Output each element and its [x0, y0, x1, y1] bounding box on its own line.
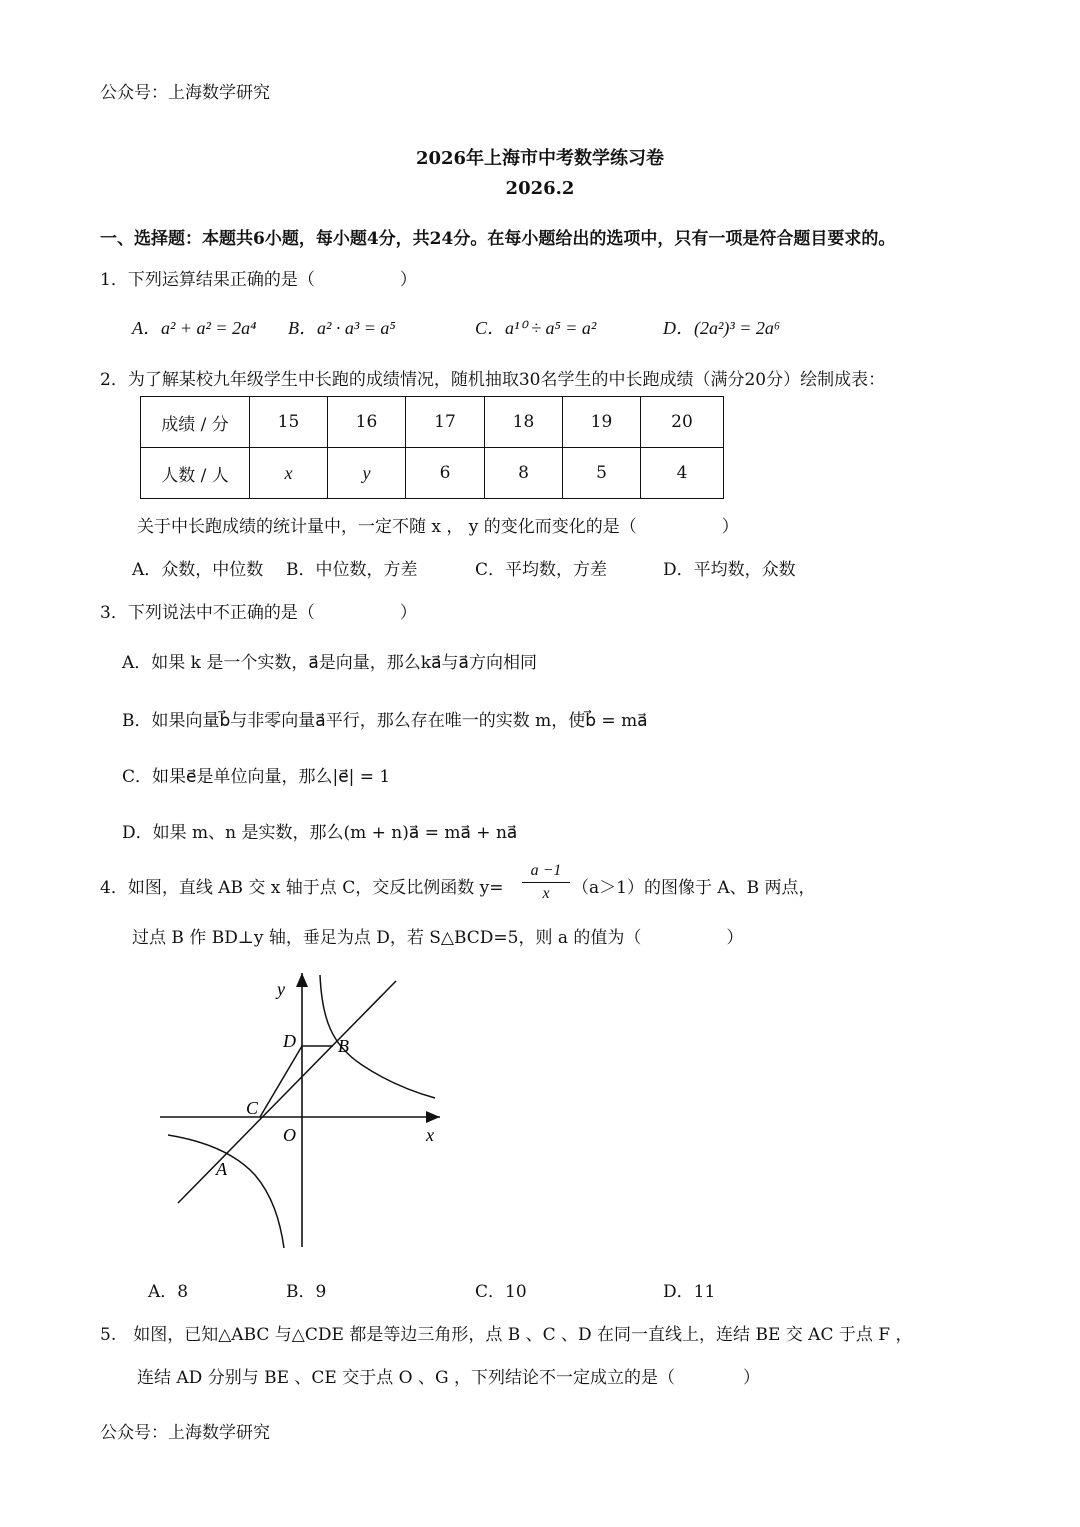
table-cell: y: [328, 448, 406, 499]
segment-cd: [260, 1046, 302, 1117]
label-a: A: [216, 1159, 227, 1179]
table-cell: 17: [406, 397, 485, 448]
label-c: C: [246, 1098, 259, 1118]
q4-option-c: C．10: [475, 1282, 527, 1302]
q4-stem-part-a: 4．如图，直线 AB 交 x 轴于点 C，交反比例函数 y=: [100, 878, 504, 898]
section-heading: 一、选择题：本题共6小题，每小题4分，共24分。在每小题给出的选项中，只有一项是符合题目要求的。: [100, 229, 896, 249]
footer-source: 公众号：上海数学研究: [100, 1423, 270, 1443]
q1-option-c: C．a¹⁰ ÷ a⁵ = a²: [475, 318, 597, 338]
q4-option-d: D．11: [663, 1282, 716, 1302]
line-ab: [178, 981, 396, 1203]
table-cell: 成绩 / 分: [141, 397, 250, 448]
table-cell: 5: [563, 448, 641, 499]
hyperbola-branch-2: [168, 1135, 284, 1248]
q3-option-d: D．如果 m、n 是实数，那么(m + n)a⃗ = ma⃗ + na⃗: [122, 823, 518, 843]
table-cell: x: [250, 448, 328, 499]
page-title: 2026年上海市中考数学练习卷: [415, 148, 665, 169]
q4-option-b: B．9: [286, 1282, 327, 1302]
table-cell: 6: [406, 448, 485, 499]
table-cell: 8: [485, 448, 563, 499]
table-cell: 15: [250, 397, 328, 448]
q4-fraction: [522, 860, 570, 905]
table-row: [141, 397, 724, 448]
q4-fraction-numerator: a −1: [522, 860, 570, 883]
q5-line2: 连结 AD 分别与 BE 、CE 交于点 O 、G ，下列结论不一定成立的是（ ）: [137, 1368, 760, 1388]
q4-stem-part-b: （a＞1）的图像于 A、B 两点，: [572, 878, 816, 898]
label-y: y: [277, 979, 285, 999]
q4-option-a: A．8: [148, 1282, 189, 1302]
table-cell: 19: [563, 397, 641, 448]
q1-option-a: A．a² + a² = 2a⁴: [132, 318, 257, 338]
label-d: D: [283, 1031, 296, 1051]
q2-option-c: C．平均数，方差: [475, 560, 608, 580]
y-axis-arrow-icon: [296, 973, 308, 987]
table-cell: 16: [328, 397, 406, 448]
table-row: [141, 448, 724, 499]
q4-figure: [150, 965, 450, 1255]
table-cell: 18: [485, 397, 563, 448]
score-table: [140, 396, 724, 499]
q3-option-b: B．如果向量b⃗与非零向量a⃗平行，那么存在唯一的实数 m，使b⃗ = ma⃗: [122, 711, 648, 731]
q2-option-d: D．平均数，众数: [663, 560, 796, 580]
table-cell: 4: [641, 448, 724, 499]
q2-option-b: B．中位数，方差: [286, 560, 418, 580]
q2-stem: 2．为了解某校九年级学生中长跑的成绩情况，随机抽取30名学生的中长跑成绩（满分20分）绘制成表：: [100, 370, 886, 390]
x-axis-arrow-icon: [426, 1111, 440, 1123]
q3-option-a: A．如果 k 是一个实数，a⃗是向量，那么ka⃗与a⃗方向相同: [122, 653, 537, 673]
table-cell: 人数 / 人: [141, 448, 250, 499]
header-source: 公众号：上海数学研究: [100, 83, 270, 103]
q2-followup: 关于中长跑成绩的统计量中，一定不随 x ， y 的变化而变化的是（ ）: [137, 517, 739, 537]
page-date: 2026.2: [505, 178, 575, 199]
q3-stem: 3．下列说法中不正确的是（ ）: [100, 603, 417, 623]
table-cell: 20: [641, 397, 724, 448]
label-x: x: [426, 1125, 434, 1145]
q5-line1: 5. 如图，已知△ABC 与△CDE 都是等边三角形，点 B 、C 、D 在同一直线上，连结 BE 交 AC 于点 F ，: [100, 1325, 913, 1345]
label-o: O: [283, 1125, 296, 1145]
q4-stem-line2: 过点 B 作 BD⊥y 轴，垂足为点 D，若 S△BCD=5，则 a 的值为（ ）: [132, 928, 744, 948]
label-b: B: [338, 1036, 349, 1056]
q4-fraction-denominator: x: [542, 885, 550, 902]
q1-option-d: D．(2a²)³ = 2a⁶: [663, 318, 781, 338]
q2-option-a: A．众数，中位数: [132, 560, 264, 580]
q3-option-c: C．如果e⃗是单位向量，那么|e⃗| = 1: [122, 767, 391, 787]
q1-stem: 1．下列运算结果正确的是（ ）: [100, 270, 417, 290]
q1-option-b: B．a² · a³ = a⁵: [288, 318, 396, 338]
